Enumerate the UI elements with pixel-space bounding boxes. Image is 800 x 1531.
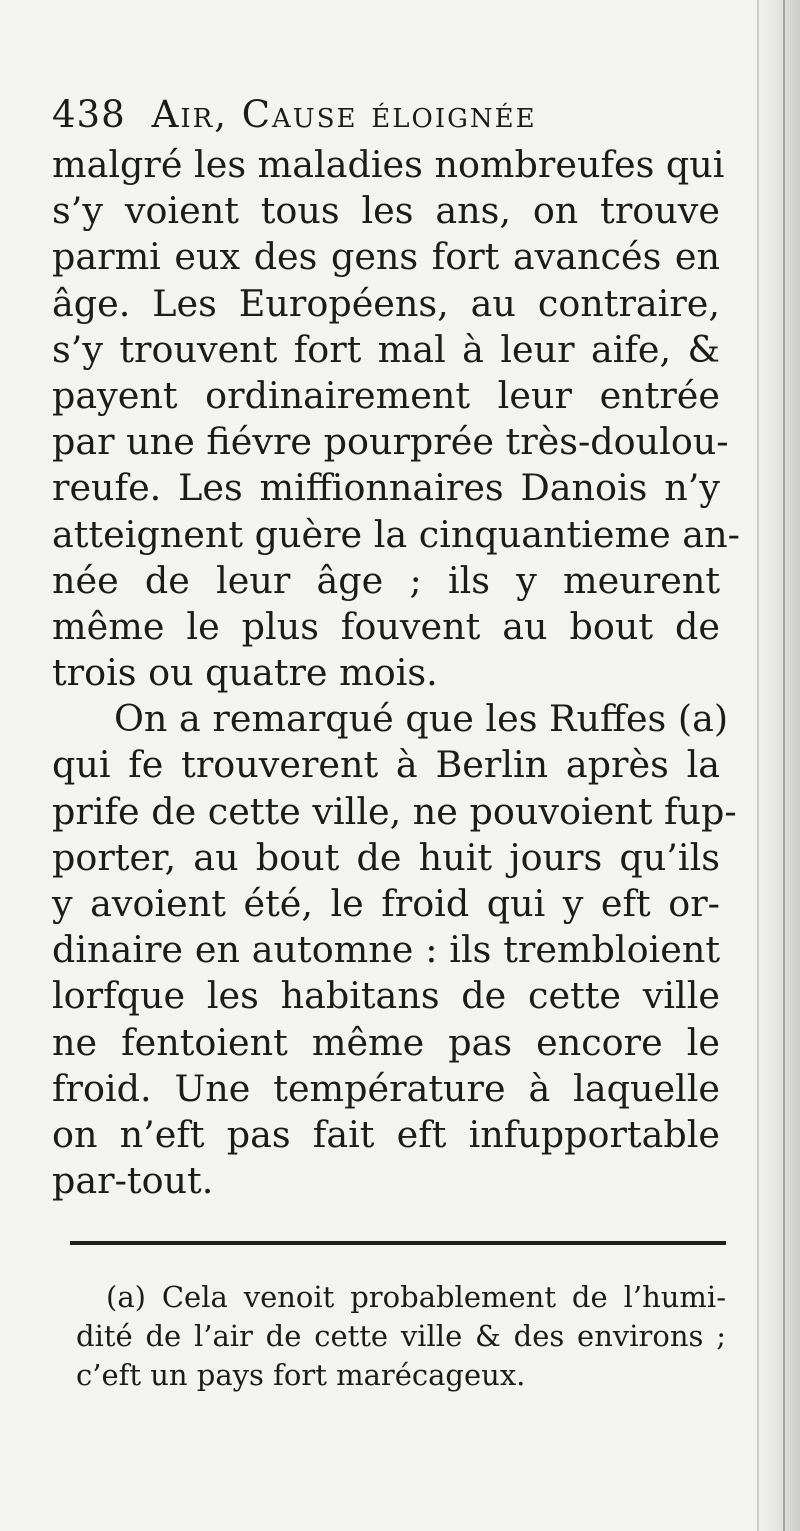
- main-text-block: [52, 88, 740, 1204]
- body-line: âge. Les Européens, au contraire,: [52, 281, 720, 325]
- body-line: lorfque les habitans de cette ville: [52, 974, 720, 1018]
- footnote-block: [76, 1278, 726, 1395]
- footnote-line: (a) Cela venoit probablement de l’humi-: [106, 1280, 726, 1314]
- body-line: née de leur âge ; ils y meurent: [52, 558, 720, 602]
- footnote-separator-rule: [70, 1241, 726, 1245]
- body-line: On a remarqué que les Ruffes (a): [114, 697, 729, 741]
- page-edge-shadow: [754, 0, 800, 1531]
- body-line: prife de cette ville, ne pouvoient fup-: [52, 789, 737, 833]
- body-line: trois ou quatre mois.: [52, 651, 438, 695]
- page-edge-line: [757, 0, 759, 1531]
- body-line: par-tout.: [52, 1159, 214, 1203]
- page-number: 438: [52, 93, 126, 136]
- footnote-line: c’eft un pays fort marécageux.: [76, 1358, 526, 1392]
- body-line: froid. Une température à laquelle: [52, 1066, 720, 1110]
- body-line: malgré les maladies nombreufes qui: [52, 143, 725, 186]
- body-line: parmi eux des gens fort avancés en: [52, 235, 720, 279]
- body-line: on n’eft pas fait eft infupportable: [52, 1112, 720, 1156]
- body-line: porter, au bout de huit jours qu’ils: [52, 835, 720, 879]
- body-line: qui fe trouverent à Berlin après la: [52, 743, 720, 787]
- body-line: ne fentoient même pas encore le: [52, 1020, 720, 1064]
- running-title: Air, Cause éloignée: [151, 93, 537, 136]
- body-line: par une fiévre pourprée très-doulou-: [52, 420, 729, 464]
- body-line: même le plus fouvent au bout de: [52, 604, 720, 648]
- body-line: s’y voient tous les ans, on trouve: [52, 189, 720, 233]
- page-header: [52, 88, 720, 142]
- body-line: y avoient été, le froid qui y eft or-: [52, 882, 720, 925]
- body-line: reufe. Les miffionnaires Danois n’y: [52, 466, 720, 510]
- body-line: atteignent guère la cinquantieme an-: [52, 512, 740, 556]
- body-line: dinaire en automne : ils trembloient: [52, 928, 720, 972]
- page-edge-line: [783, 0, 785, 1531]
- body-line: payent ordinairement leur entrée: [52, 373, 720, 417]
- body-line: s’y trouvent fort mal à leur aife, &: [52, 327, 720, 371]
- footnote-line: dité de l’air de cette ville & des environs ;: [76, 1319, 726, 1353]
